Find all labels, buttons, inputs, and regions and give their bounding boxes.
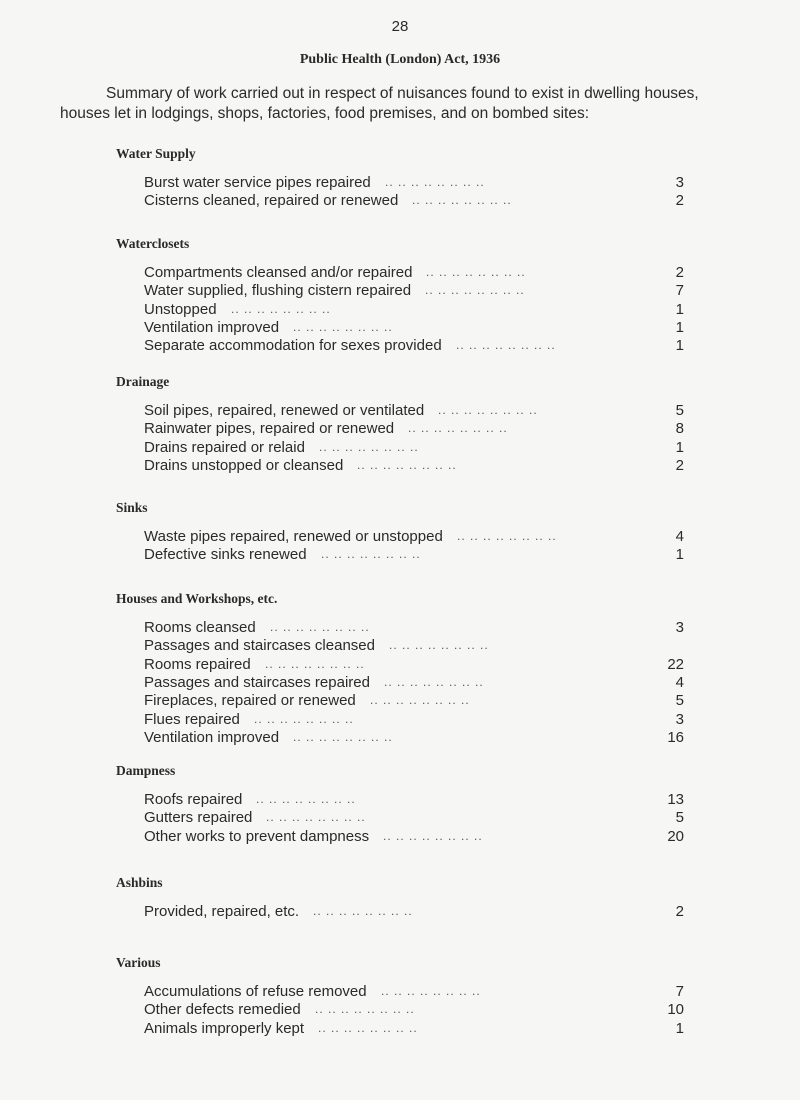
summary-row [144, 728, 684, 747]
dot-leader: .. .. .. .. .. .. .. .. [265, 656, 365, 671]
row-value: 1 [675, 300, 684, 318]
row-label: Gutters repaired [144, 808, 256, 827]
summary-row [144, 300, 684, 319]
dot-leader: .. .. .. .. .. .. .. .. [384, 674, 484, 689]
dot-leader: .. .. .. .. .. .. .. .. [321, 547, 421, 562]
summary-row [144, 790, 684, 809]
dot-leader: .. .. .. .. .. .. .. .. [315, 1002, 415, 1017]
dot-leader: .. .. .. .. .. .. .. .. [385, 175, 485, 189]
row-label: Soil pipes, repaired, renewed or ventilated [144, 401, 428, 420]
section-heading: Dampness [116, 763, 176, 778]
summary-row [144, 401, 684, 420]
summary-row [144, 618, 684, 637]
act-title: Public Health (London) Act, 1936 [299, 52, 501, 67]
row-value: 3 [675, 174, 684, 191]
section-heading: Water Supply [116, 146, 196, 161]
summary-row [144, 456, 684, 475]
row-value: 3 [675, 619, 684, 636]
row-label: Rooms repaired [144, 655, 255, 674]
row-label: Water supplied, flushing cistern repaired [144, 281, 415, 300]
summary-row [144, 691, 684, 710]
dot-leader: .. .. .. .. .. .. .. .. [457, 529, 557, 543]
dot-leader: .. .. .. .. .. .. .. .. [293, 319, 393, 334]
summary-row [144, 191, 684, 210]
row-value: 4 [675, 528, 684, 545]
dot-leader: .. .. .. .. .. .. .. .. [426, 265, 526, 279]
row-label: Ventilation improved [144, 318, 283, 337]
row-value: 1 [675, 318, 684, 336]
section-heading: Waterclosets [116, 236, 190, 251]
summary-row [144, 655, 684, 674]
dot-leader: .. .. .. .. .. .. .. .. [383, 828, 483, 843]
summary-row [144, 902, 684, 921]
dot-leader: .. .. .. .. .. .. .. .. [256, 792, 356, 806]
row-label: Passages and staircases cleansed [144, 636, 379, 655]
dot-leader: .. .. .. .. .. .. .. .. [270, 620, 370, 634]
row-label: Defective sinks renewed [144, 545, 311, 564]
row-value: 1 [675, 546, 684, 564]
dot-leader: .. .. .. .. .. .. .. .. [319, 439, 419, 454]
section-heading: Ashbins [116, 875, 163, 890]
summary-row [144, 336, 684, 355]
row-label: Passages and staircases repaired [144, 673, 374, 692]
summary-row [144, 827, 684, 846]
row-value: 2 [675, 192, 684, 210]
row-label: Ventilation improved [144, 728, 283, 747]
row-value: 7 [675, 983, 684, 1000]
summary-row [144, 673, 684, 692]
summary-row [144, 1000, 684, 1019]
row-label: Rainwater pipes, repaired or renewed [144, 419, 398, 438]
row-label: Other works to prevent dampness [144, 827, 373, 846]
dot-leader: .. .. .. .. .. .. .. .. [313, 904, 413, 918]
row-label: Separate accommodation for sexes provided [144, 336, 446, 355]
row-value: 5 [675, 692, 684, 710]
row-label: Fireplaces, repaired or renewed [144, 691, 360, 710]
dot-leader: .. .. .. .. .. .. .. .. [254, 711, 354, 726]
row-label: Other defects remedied [144, 1000, 305, 1019]
summary-row [144, 545, 684, 564]
row-value: 3 [675, 710, 684, 728]
row-value: 20 [667, 827, 684, 845]
row-label: Cisterns cleaned, repaired or renewed [144, 191, 402, 210]
summary-row [144, 318, 684, 337]
dot-leader: .. .. .. .. .. .. .. .. [381, 984, 481, 998]
row-value: 13 [667, 791, 684, 808]
summary-row [144, 281, 684, 300]
row-value: 2 [675, 456, 684, 474]
summary-row [144, 263, 684, 282]
row-value: 7 [675, 282, 684, 300]
row-value: 5 [675, 809, 684, 827]
row-value: 16 [667, 728, 684, 746]
page-number: 28 [391, 18, 409, 35]
row-label: Unstopped [144, 300, 221, 319]
row-value: 4 [675, 673, 684, 691]
summary-row [144, 1019, 684, 1038]
section-heading: Various [116, 955, 161, 970]
summary-row [144, 438, 684, 457]
row-value: 10 [667, 1001, 684, 1019]
row-label: Provided, repaired, etc. [144, 902, 303, 921]
dot-leader: .. .. .. .. .. .. .. .. [370, 693, 470, 708]
row-value: 1 [675, 337, 684, 355]
row-label: Waste pipes repaired, renewed or unstopped [144, 527, 447, 546]
section-heading: Sinks [116, 500, 148, 515]
dot-leader: .. .. .. .. .. .. .. .. [318, 1020, 418, 1035]
row-value: 2 [675, 903, 684, 920]
row-label: Animals improperly kept [144, 1019, 308, 1038]
summary-row [144, 808, 684, 827]
dot-leader: .. .. .. .. .. .. .. .. [456, 338, 556, 353]
row-label: Flues repaired [144, 710, 244, 729]
dot-leader: .. .. .. .. .. .. .. .. [425, 283, 525, 298]
section-heading: Drainage [116, 374, 170, 389]
row-label: Drains repaired or relaid [144, 438, 309, 457]
row-label: Drains unstopped or cleansed [144, 456, 347, 475]
dot-leader: .. .. .. .. .. .. .. .. [389, 638, 489, 653]
dot-leader: .. .. .. .. .. .. .. .. [412, 193, 512, 208]
row-value: 1 [675, 1019, 684, 1037]
summary-row [144, 710, 684, 729]
row-value: 22 [667, 655, 684, 673]
section-heading: Houses and Workshops, etc. [116, 591, 278, 606]
dot-leader: .. .. .. .. .. .. .. .. [357, 457, 457, 472]
dot-leader: .. .. .. .. .. .. .. .. [293, 729, 393, 744]
row-value: 2 [675, 264, 684, 281]
summary-row [144, 982, 684, 1001]
row-label: Burst water service pipes repaired [144, 173, 375, 192]
row-value: 8 [675, 420, 684, 438]
summary-row [144, 419, 684, 438]
row-value: 1 [675, 438, 684, 456]
intro-paragraph: Summary of work carried out in respect of nuisances found to exist in dwelling houses, houses let in lodgings, shops, factories, food premises, and on bombed sites: [60, 85, 699, 122]
row-label: Roofs repaired [144, 790, 246, 809]
dot-leader: .. .. .. .. .. .. .. .. [266, 810, 366, 825]
row-label: Rooms cleansed [144, 618, 260, 637]
row-value: 5 [675, 402, 684, 419]
dot-leader: .. .. .. .. .. .. .. .. [231, 301, 331, 316]
row-label: Accumulations of refuse removed [144, 982, 371, 1001]
summary-row [144, 173, 684, 192]
dot-leader: .. .. .. .. .. .. .. .. [408, 421, 508, 436]
dot-leader: .. .. .. .. .. .. .. .. [438, 403, 538, 417]
row-label: Compartments cleansed and/or repaired [144, 263, 416, 282]
summary-row [144, 636, 684, 655]
summary-row [144, 527, 684, 546]
